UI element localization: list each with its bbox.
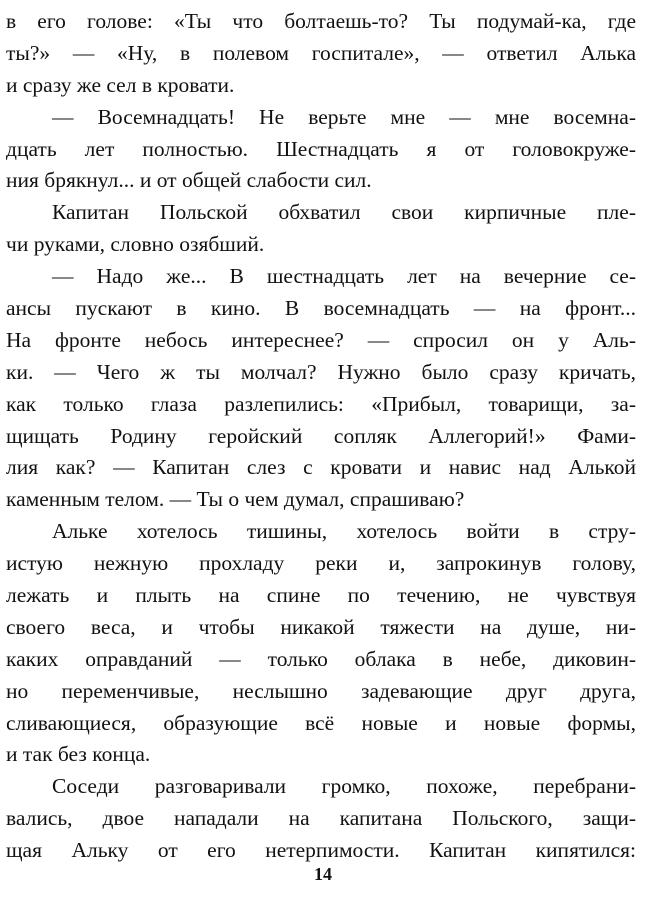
text-line-18: истую нежную прохладу реки и, запрокинув голову,: [6, 551, 636, 576]
text-line-14: щищать Родину геройский сопляк Аллегорий!» Фами-: [6, 423, 636, 448]
text-line-16: каменным телом. — Ты о чем думал, спрашиваю?: [6, 487, 465, 512]
text-line-7: Капитан Польской обхватил свои кирпичные пле-: [52, 200, 636, 225]
text-line-13: как только глаза разлепились: «Прибыл, товарищи, за-: [6, 391, 636, 416]
text-line-4: — Восемнадцать! Не верьте мне — мне восемна-: [52, 104, 636, 129]
text-line-23: сливающиеся, образующие всё новые и новые формы,: [6, 710, 636, 735]
text-line-26: вались, двое нападали на капитана Польского, защи-: [6, 806, 636, 831]
text-line-21: каких оправданий — только облака в небе, диковин-: [6, 646, 636, 671]
text-line-11: На фронте небось интереснее? — спросил он у Аль-: [6, 327, 636, 352]
text-line-9: — Надо же... В шестнадцать лет на вечерние се-: [52, 264, 636, 289]
page-number: 14: [314, 864, 332, 884]
text-line-20: своего веса, и чтобы никакой тяжести на душе, ни-: [6, 614, 636, 639]
text-line-12: ки. — Чего ж ты молчал? Нужно было сразу кричать,: [6, 359, 636, 384]
text-line-2: ты?» — «Ну, в полевом госпитале», — ответил Алька: [6, 40, 636, 65]
text-line-1: в его голове: «Ты что болтаешь-то? Ты подумай-ка, где: [6, 9, 636, 33]
body-text: [6, 6, 636, 867]
text-line-25: Соседи разговаривали громко, похоже, перебрани-: [52, 774, 636, 799]
text-line-15: лия как? — Капитан слез с кровати и навис над Алькой: [6, 455, 636, 480]
text-line-17: Альке хотелось тишины, хотелось войти в стру-: [52, 519, 636, 544]
text-line-5: дцать лет полностью. Шестнадцать я от головокруже-: [6, 136, 636, 161]
text-line-24: и так без конца.: [6, 742, 151, 767]
text-line-19: лежать и плыть на спине по течению, не чувствуя: [6, 583, 636, 608]
text-line-22: но переменчивые, неслышно задевающие друг друга,: [6, 678, 636, 703]
text-line-10: ансы пускают в кино. В восемнадцать — на фронт...: [6, 296, 636, 321]
text-line-8: чи руками, словно озябший.: [6, 232, 265, 257]
text-line-6: ния брякнул... и от общей слабости сил.: [6, 168, 372, 193]
text-line-3: и сразу же сел в кровати.: [6, 72, 235, 97]
text-line-27: щая Альку от его нетерпимости. Капитан кипятился:: [6, 838, 636, 863]
